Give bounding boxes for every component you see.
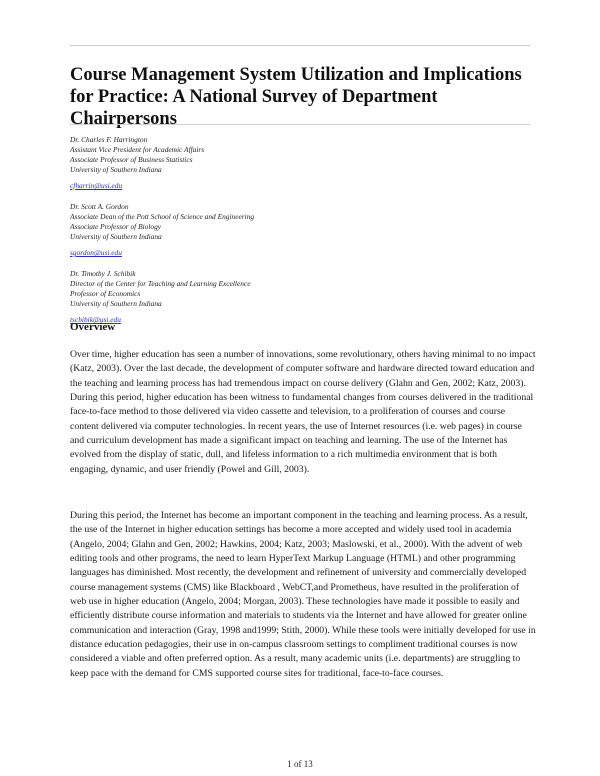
author-name: Dr. Timothy J. Schibik [70,269,136,278]
author-block [70,202,530,260]
page-number: 1 of 13 [287,759,313,769]
author-name: Dr. Charles F. Harrington [70,135,148,144]
author-email-link[interactable]: cfharrin@usi.edu [70,181,123,190]
author-affiliation: University of Southern Indiana [70,299,162,308]
author-block [70,269,530,327]
author-email-link[interactable]: sgordon@usi.edu [70,248,122,257]
author-position: Associate Professor of Business Statistics [70,155,193,164]
title-divider [70,124,530,125]
top-divider [70,45,530,46]
author-position: Associate Professor of Biology [70,222,162,231]
paper-title: Course Management System Utilization and Implications for Practice: A National Survey of Department Chairpersons [70,65,522,129]
author-position: Associate Dean of the Pott School of Science and Engineering [70,212,255,221]
author-name: Dr. Scott A. Gordon [70,202,129,211]
author-list [70,135,530,336]
author-block [70,135,530,193]
author-position: Director of the Center for Teaching and Learning Excellence [70,279,251,288]
author-position: Assistant Vice President for Academic Affairs [70,145,205,154]
body-paragraph: During this period, the Internet has become an important component in the teaching and learning process. As a result, the use of the Internet in higher education settings has become a more accepted and widely used tool in academia (Angelo, 2004; Glahn and Gen, 2002; Hawkins, 2004; Katz, 2003; Maslowski, et al., 2000). With the advent of web editing tools and other programs, the need to learn HyperText Markup Language (HTML) and other programming languages has diminished. Most recently, the development and refinement of university and commercially developed course management systems (CMS) like Blackboard , WebCT,and Prometheus, have resulted in the proliferation of web use in higher education (Angelo, 2004; Morgan, 2003). These technologies have made it possible to easily and efficiently distribute course information and materials to students via the Internet and have allowed for greater online communication and interaction (Gray, 1998 and1999; Stith, 2000). While these tools were initially developed for use in distance education pedagogies, their use in on-campus classroom settings to compliment traditional courses is now considered a viable and often preferred option. As a result, many academic units (i.e. departments) are struggling to keep pace with the demand for CMS supported course sites for traditional, face-to-face courses. [70,510,536,679]
author-affiliation: University of Southern Indiana [70,165,162,174]
section-heading: Overview [70,321,116,333]
body-paragraph: Over time, higher education has seen a number of innovations, some revolutionary, others having minimal to no impact (Katz, 2003). Over the last decade, the development of computer software and hardware directed toward education and the teaching and learning process has had tremendous impact on course delivery (Glahn and Gen, 2002; Katz, 2003). During this period, higher education has been witness to fundamental changes from courses delivered in the traditional face-to-face method to those delivered via video cassette and television, to a proliferation of courses and course content delivered via computer technologies. In recent years, the use of Internet resources (i.e. web pages) in course and curriculum development has made a significant impact on teaching and learning. The use of the Internet has evolved from the display of static, dull, and lifeless information to a rich multimedia environment that is both engaging, dynamic, and user friendly (Powel and Gill, 2003). [70,349,536,475]
author-position: Professor of Economics [70,289,141,298]
author-email-link[interactable]: tschibik@usi.edu [70,315,121,324]
author-affiliation: University of Southern Indiana [70,232,162,241]
